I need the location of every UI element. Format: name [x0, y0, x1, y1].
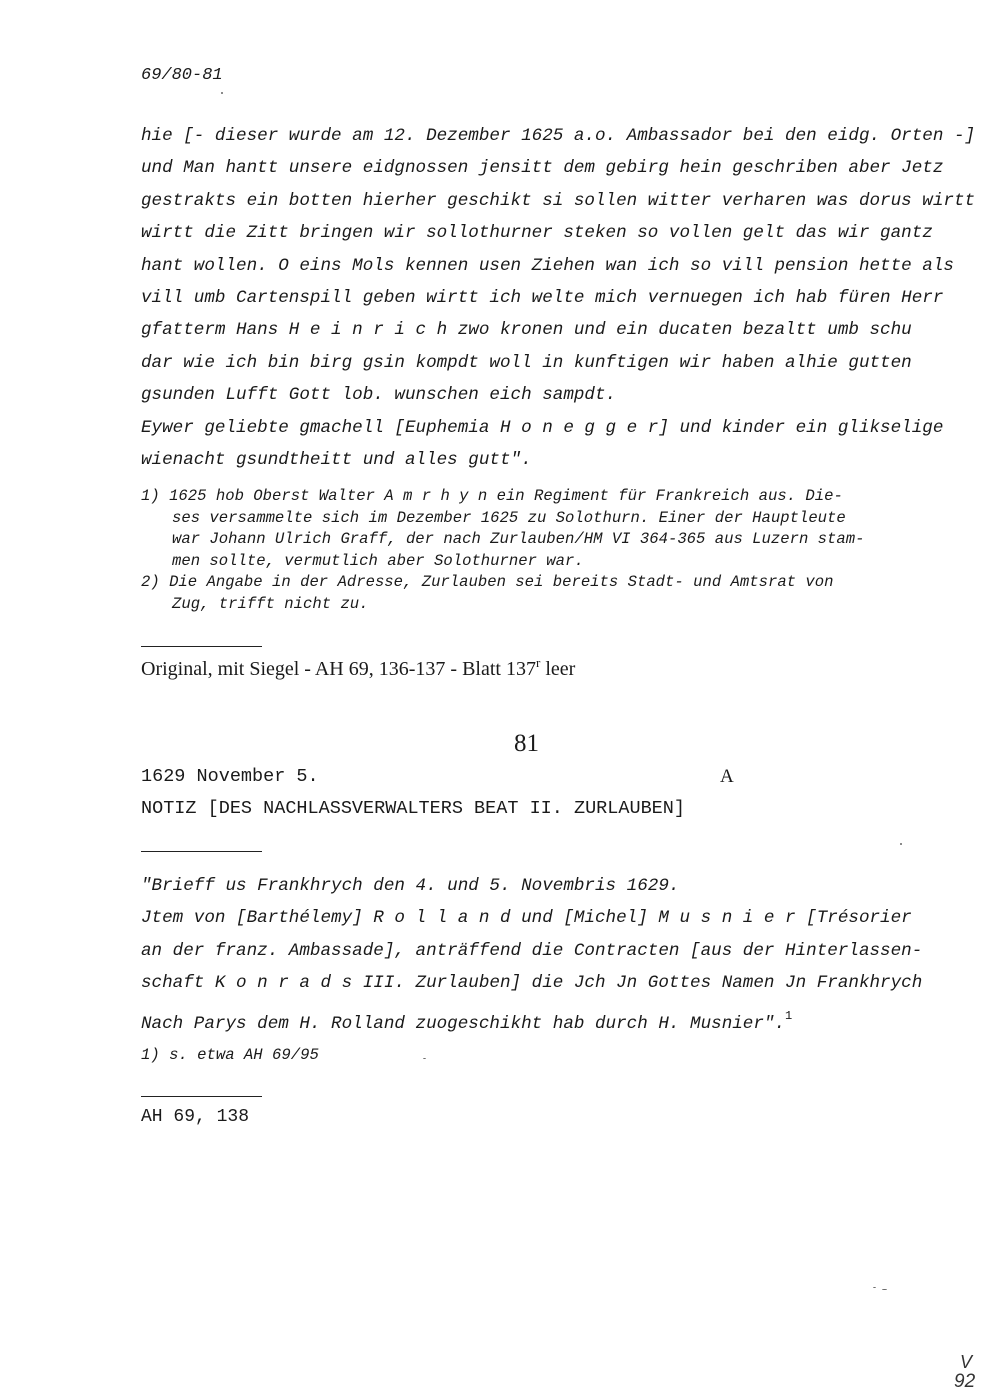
text-line: gfatterm Hans H e i n r i c h zwo kronen und ein ducaten bezaltt umb schu — [141, 320, 912, 341]
text-line — [141, 1000, 922, 1040]
scan-speck — [221, 92, 223, 94]
separator-rule — [141, 851, 262, 852]
text-line: Eywer geliebte gmachell [Euphemia H o n e g g e r] und kinder ein glikselige — [141, 417, 944, 438]
document-number: 81 — [514, 730, 539, 757]
source-reference: AH 69, 138 — [141, 1107, 250, 1127]
scan-speck — [873, 1287, 876, 1288]
scan-speck — [900, 843, 902, 845]
footnote-line: 1) 1625 hob Oberst Walter A m r h y n ein Regiment für Frankreich aus. Die- — [141, 487, 843, 505]
footnote-line: 2) Die Angabe in der Adresse, Zurlauben sei bereits Stadt- und Amtsrat von — [141, 573, 834, 592]
text-line: "Brieff us Frankhrych den 4. und 5. Novembris 1629. — [141, 876, 680, 896]
scan-speck — [882, 1289, 887, 1290]
separator-rule — [141, 646, 262, 647]
text-line: gestrakts ein botten hierher geschikt si sollen witter verharen was dorus wirtt — [141, 190, 976, 211]
text-line: dar wie ich bin birg gsin kompdt woll in kunftigen wir haben alhie gutten — [141, 352, 912, 373]
text-line: wirtt die Zitt bringen wir sollothurner steken so vollen gelt das wir gantz — [141, 223, 933, 244]
footnote-marker: 1 — [785, 1008, 793, 1023]
archive-mark-number: 92 — [954, 1371, 976, 1392]
text-line: hant wollen. O eins Mols kennen usen Ziehen wan ich so vill pension hette als — [141, 255, 954, 276]
text-line: wienacht gsundtheitt und alles gutt". — [141, 450, 532, 471]
note-text — [141, 870, 922, 1040]
text-line: an der franz. Ambassade], anträffend die Contracten [aus der Hinterlassen- — [141, 940, 923, 961]
text-line: gsunden Lufft Gott lob. wunschen eich sampdt. — [141, 385, 617, 406]
footnote-line: Zug, trifft nicht zu. — [172, 594, 369, 613]
document-date: 1629 November 5. — [141, 766, 319, 787]
footnote: 1) s. etwa AH 69/95 — [141, 1046, 319, 1064]
separator-rule — [141, 1096, 262, 1097]
archive-mark — [954, 1352, 975, 1392]
text-line: Jtem von [Barthélemy] R o l l a n d und [Michel] M u s n i e r [Trésorier — [141, 908, 912, 929]
text-line: hie [- dieser wurde am 12. Dezember 1625 a.o. Ambassador bei den eidg. Orten -] — [141, 126, 976, 146]
text-line-content: Nach Parys dem H. Rolland zuogeschikht hab durch H. Musnier". — [141, 1013, 786, 1034]
document-category: A — [720, 766, 734, 787]
source-note — [141, 655, 575, 681]
footnote-line: war Johann Ulrich Graff, der nach Zurlauben/HM VI 364-365 aus Luzern stam- — [172, 530, 865, 549]
archive-mark-check: V — [960, 1352, 973, 1372]
footnotes-block — [141, 486, 864, 616]
scan-speck — [423, 1058, 426, 1059]
text-line: schaft K o n r a d s III. Zurlauben] die Jch Jn Gottes Namen Jn Frankhrych — [141, 973, 923, 994]
source-text: Original, mit Siegel - AH 69, 136-137 - Blatt 137 — [141, 658, 536, 680]
text-line: und Man hantt unsere eidgnossen jensitt dem gebirg hein geschriben aber Jetz — [141, 158, 944, 179]
footnote-line: ses versammelte sich im Dezember 1625 zu Solothurn. Einer der Hauptleute — [172, 508, 846, 527]
footnote-line: men sollte, vermutlich aber Solothurner war. — [172, 551, 584, 570]
text-line: vill umb Cartenspill geben wirtt ich welte mich vernuegen ich hab füren Herr — [141, 288, 944, 309]
document-title: NOTIZ [DES NACHLASSVERWALTERS BEAT II. ZURLAUBEN] — [141, 798, 685, 819]
page-reference: 69/80-81 — [141, 66, 223, 85]
folio-superscript: r — [535, 655, 541, 670]
letter-text — [141, 120, 975, 476]
source-tail: leer — [540, 658, 576, 680]
